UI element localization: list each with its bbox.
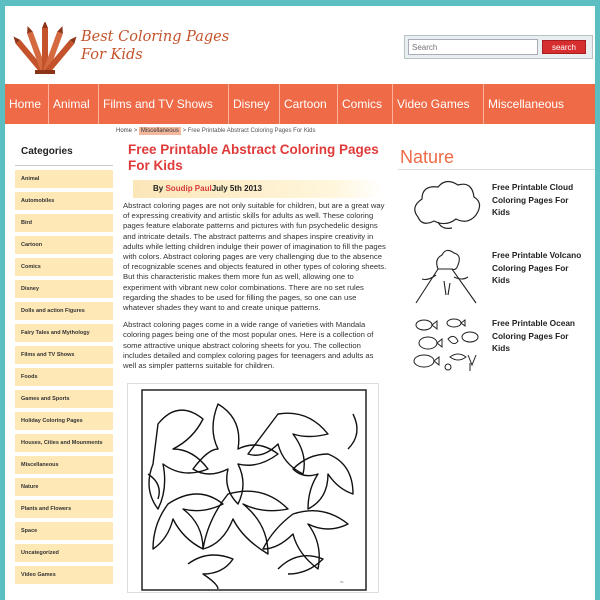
nav-films-tv[interactable]: Films and TV Shows [99, 84, 229, 124]
sidebar-item-bird[interactable]: Bird [15, 214, 113, 232]
main-nav [5, 84, 595, 124]
logo-line2: For Kids [81, 47, 143, 63]
nav-comics[interactable]: Comics [338, 84, 393, 124]
abstract-pattern-icon [128, 384, 379, 593]
logo-text[interactable] [81, 28, 229, 64]
breadcrumb-sep: > [133, 128, 138, 134]
byline [133, 180, 383, 198]
related-post[interactable] [398, 173, 595, 238]
search-input[interactable] [408, 39, 538, 55]
sidebar-item-automobiles[interactable]: Automobiles [15, 192, 113, 210]
categories-sidebar [15, 142, 113, 584]
sidebar-item-holiday[interactable]: Holiday Coloring Pages [15, 412, 113, 430]
sidebar-item-uncategorized[interactable]: Uncategorized [15, 544, 113, 562]
related-post-title[interactable]: Free Printable Volcano Coloring Pages For Kids [492, 250, 582, 285]
sidebar-item-plants[interactable]: Plants and Flowers [15, 500, 113, 518]
abstract-coloring-image[interactable] [127, 383, 379, 593]
nav-video-games[interactable]: Video Games [393, 84, 484, 124]
svg-text:~: ~ [340, 580, 344, 587]
nav-disney[interactable]: Disney [229, 84, 280, 124]
sidebar-item-foods[interactable]: Foods [15, 368, 113, 386]
sidebar-item-nature[interactable]: Nature [15, 478, 113, 496]
article-paragraph-1: Abstract coloring pages are not only suitable for children, but are a great way of expressing creativity and artistic skills for adults as well. These coloring pages feature elaborate patterns and pictures with fun psychedelic designs and intricate details. The abstract patterns and shapes inspire creativity in adults while letting children indulge their power of imagination to fill the pages with colors. Abstract coloring pages are very challenging due to the absence of recognizable scenes and objects featured in other types of coloring sheets. But this characteristic makes them more fun as well, allowing one to experiment with vibrant new color combinations. There are no set rules regarding the shades to be used for filling the pages, so one can use whatever shades they want to and create unique patterns. [123, 201, 387, 313]
logo-line1: Best Coloring Pages [81, 29, 230, 45]
sidebar-item-miscellaneous[interactable]: Miscellaneous [15, 456, 113, 474]
nav-home[interactable]: Home [5, 84, 49, 124]
categories-title: Categories [15, 142, 113, 166]
sidebar-item-comics[interactable]: Comics [15, 258, 113, 276]
related-post[interactable] [398, 241, 595, 306]
breadcrumb-current: Free Printable Abstract Coloring Pages For Kids [187, 128, 316, 134]
nav-miscellaneous[interactable]: Miscellaneous [488, 97, 565, 111]
post-date: July 5th 2013 [211, 184, 262, 193]
cloud-thumbnail-icon[interactable] [408, 177, 484, 237]
related-post-title[interactable]: Free Printable Cloud Coloring Pages For Kids [492, 182, 574, 217]
nav-animal[interactable]: Animal [49, 84, 99, 124]
breadcrumb-category[interactable]: Miscellaneous [140, 128, 179, 134]
article-paragraph-2: Abstract coloring pages come in a wide range of varieties with Mandala coloring pages being one of the most popular ones. Here is a collection of some attractive unique abstract coloring sheets for you. The collection includes detailed and complex coloring pages for teenagers and adults as well as simpler patterns suitable for children. [123, 320, 374, 371]
sidebar-item-dolls[interactable]: Dolls and action Figures [15, 302, 113, 320]
article-title[interactable]: Free Printable Abstract Coloring Pages For Kids [128, 142, 379, 173]
ocean-thumbnail-icon[interactable] [408, 313, 484, 373]
byline-by: By [153, 184, 164, 193]
sidebar-item-houses[interactable]: Houses, Cities and Mounments [15, 434, 113, 452]
nature-widget [398, 142, 595, 374]
related-post-title[interactable]: Free Printable Ocean Coloring Pages For Kids [492, 318, 576, 353]
author-link[interactable]: Soudip Paul [165, 184, 212, 193]
breadcrumb [116, 128, 316, 134]
breadcrumb-home[interactable]: Home [116, 128, 133, 134]
sidebar-item-animal[interactable]: Animal [15, 170, 113, 188]
sidebar-item-space[interactable]: Space [15, 522, 113, 540]
sidebar-item-films-tv[interactable]: Films and TV Shows [15, 346, 113, 364]
sidebar-item-cartoon[interactable]: Cartoon [15, 236, 113, 254]
sidebar-item-disney[interactable]: Disney [15, 280, 113, 298]
volcano-thumbnail-icon[interactable] [408, 245, 484, 305]
search-box [404, 35, 593, 59]
article [121, 142, 387, 593]
sidebar-item-games-sports[interactable]: Games and Sports [15, 390, 113, 408]
search-button[interactable]: search [542, 40, 586, 54]
related-post[interactable] [398, 309, 595, 374]
crayons-logo-icon[interactable] [13, 22, 77, 78]
sidebar-item-video-games[interactable]: Video Games [15, 566, 113, 584]
breadcrumb-sep: > [182, 128, 187, 134]
sidebar-item-fairy-tales[interactable]: Fairy Tales and Mythology [15, 324, 113, 342]
nav-cartoon[interactable]: Cartoon [280, 84, 338, 124]
header [5, 6, 595, 84]
page [5, 6, 595, 600]
nature-title[interactable]: Nature [398, 142, 595, 170]
